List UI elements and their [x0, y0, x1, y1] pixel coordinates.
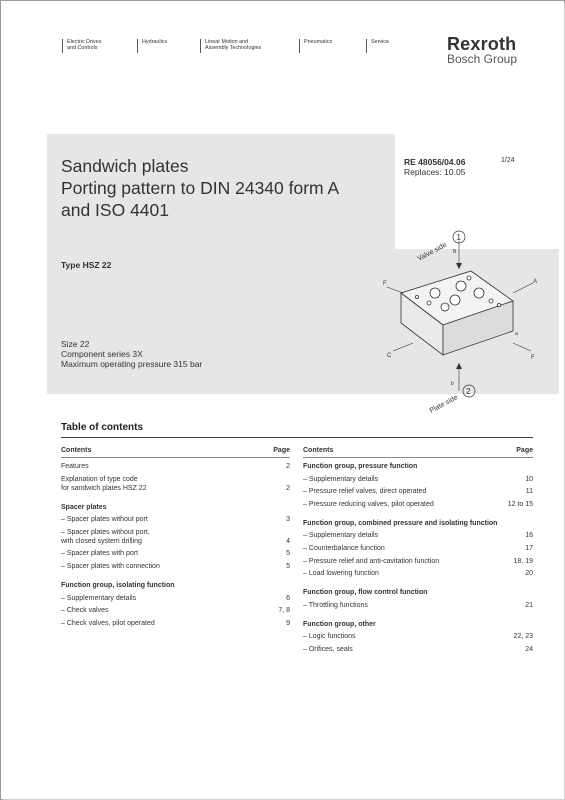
toc-entry	[303, 544, 533, 553]
toc-entry	[303, 601, 533, 610]
valve-side-number: 1	[456, 233, 461, 242]
nav-label: Service	[371, 39, 389, 45]
title-line: Porting pattern to DIN 24340 form A	[61, 178, 340, 198]
toc-entry-label: – Throttling functions	[303, 601, 368, 609]
toc-entry-label: – Supplementary details	[303, 532, 379, 540]
toc-entry	[303, 531, 533, 540]
spec-series: Component series 3X	[61, 349, 143, 359]
page-number: 1/24	[501, 157, 515, 164]
label-a: A	[533, 279, 538, 285]
toc-entry-page: 24	[525, 645, 533, 653]
toc-entry-label: Function group, pressure function	[303, 463, 418, 470]
toc-entry-page: 22, 23	[513, 633, 533, 641]
toc-entry-label: – Supplementary details	[61, 594, 137, 602]
toc-header	[61, 446, 290, 458]
toc-heading: Table of contents	[61, 422, 144, 433]
toc-entry	[61, 462, 290, 471]
toc-entry-page: 17	[525, 544, 533, 552]
valve-side-label: Valve side	[416, 241, 449, 263]
type-label: Type HSZ 22	[61, 260, 112, 270]
toc-entry-label: Spacer plates	[61, 503, 107, 511]
toc-entry	[61, 549, 290, 558]
nav-hydraulics	[137, 39, 167, 53]
toc-entry	[303, 645, 533, 654]
toc-entry-page: 11	[525, 488, 533, 496]
nav-service	[366, 39, 389, 53]
toc-entry-label: – Spacer plates with port	[61, 550, 139, 558]
toc-entry-page: 9	[286, 619, 290, 627]
label-c: C	[387, 353, 392, 359]
toc-entry-label: – Pressure reducing valves, pilot operated	[303, 500, 434, 508]
label-f-left: F	[383, 281, 387, 287]
toc-entry-page: 10	[525, 475, 533, 483]
toc-column-left	[61, 446, 290, 628]
label-b-top: B	[453, 249, 457, 255]
toc-col-contents: Contents	[61, 447, 92, 454]
toc-group-heading	[303, 620, 533, 629]
toc-entry	[303, 557, 533, 566]
label-f-right: F	[531, 355, 535, 361]
toc-entry-page: 2	[286, 463, 290, 470]
nav-electric-drives	[62, 39, 101, 53]
ref-number: RE 48056/04.06	[404, 157, 466, 167]
toc-column-right	[303, 446, 533, 654]
spec-list	[61, 339, 202, 369]
nav-label: Linear Motion and Assembly Technologies	[205, 39, 262, 52]
toc-entry-page: 5	[286, 562, 290, 570]
toc-entry	[303, 475, 533, 484]
toc-entry-page: 4	[286, 537, 290, 545]
toc-entry	[303, 632, 533, 641]
toc-entry-page: 21	[525, 601, 533, 609]
toc-col-page: Page	[516, 447, 533, 454]
sandwich-plate-illustration	[373, 223, 553, 419]
toc-entry	[61, 606, 290, 615]
toc-header	[303, 446, 533, 458]
nav-pneumatics	[299, 39, 332, 53]
label-a-small: a	[515, 331, 518, 337]
toc-entry-page: 18, 19	[513, 557, 533, 565]
toc-entry	[303, 500, 533, 509]
toc-entry-label: Function group, combined pressure and isolating function	[303, 519, 498, 527]
toc-entry-label: – Spacer plates with connection	[61, 562, 160, 570]
toc-entry-page: 6	[286, 594, 290, 602]
toc-group-heading	[303, 588, 533, 597]
toc-entry-label: Features	[61, 463, 89, 470]
toc-entry	[61, 619, 290, 628]
toc-entry-page: 20	[525, 570, 533, 578]
toc-entry	[303, 487, 533, 496]
toc-group-heading	[303, 519, 533, 528]
toc-entry-page: 7, 8	[278, 607, 290, 615]
toc-entry	[61, 528, 290, 546]
toc-group-heading	[61, 581, 290, 590]
toc-entry	[61, 475, 290, 493]
plate-side-label: Plate side	[428, 394, 460, 415]
label-b-bottom: b	[451, 381, 454, 387]
toc-group-heading	[61, 503, 290, 512]
plate-side-number: 2	[466, 387, 471, 396]
toc-entry-label: – Orifices, seals	[303, 645, 353, 653]
nav-label: Pneumatics	[304, 39, 333, 45]
toc-col-contents: Contents	[303, 447, 334, 454]
toc-entry-label: – Pressure relief and anti-cavitation function	[303, 557, 440, 565]
toc-entry-label: – Check valves, pilot operated	[61, 619, 155, 627]
ref-replaces: Replaces: 10.05	[404, 167, 466, 177]
toc-entry-label: – Spacer plates without port, with closed system drilling	[61, 528, 150, 545]
document-reference	[404, 157, 465, 177]
toc-entry-label: – Supplementary details	[303, 475, 379, 483]
brand-sub: Bosch Group	[446, 52, 517, 66]
toc-entry-label: Function group, other	[303, 620, 376, 628]
nav-linear-motion	[200, 39, 261, 53]
nav-label: Hydraulics	[142, 39, 168, 45]
toc-entry-page: 2	[286, 484, 290, 492]
brand-name: Rexroth	[446, 34, 517, 54]
toc-rule	[61, 437, 533, 438]
toc-entry-label: – Logic functions	[303, 633, 356, 641]
title-line: Sandwich plates	[61, 156, 189, 176]
toc-entry	[61, 594, 290, 603]
toc-entry-page: 3	[286, 516, 290, 524]
toc-entry-label: – Check valves	[61, 607, 109, 615]
toc-entry	[303, 569, 533, 578]
toc-entry-page: 16	[525, 532, 533, 540]
toc-entry-page: 5	[286, 550, 290, 558]
toc-group-heading	[303, 462, 533, 471]
page-title	[61, 155, 339, 221]
spec-size: Size 22	[61, 339, 90, 349]
toc-col-page: Page	[273, 447, 290, 454]
toc-entry-label: Function group, isolating function	[61, 581, 175, 589]
toc-entry-page: 12 to 15	[507, 500, 533, 508]
toc-entry	[61, 562, 290, 571]
toc-entry-label: – Counterbalance function	[303, 544, 385, 552]
title-line: and ISO 4401	[61, 200, 169, 220]
toc-entry-label: Explanation of type code for sandwich plates HSZ 22	[61, 475, 147, 492]
toc-entry-label: – Spacer plates without port	[61, 516, 148, 524]
toc-entry-label: Function group, flow control function	[303, 589, 428, 597]
toc-entry-label: – Load lowering function	[303, 570, 379, 578]
toc-entry	[61, 515, 290, 524]
brand-logo	[447, 35, 517, 65]
toc-entry-label: – Pressure relief valves, direct operated	[303, 488, 427, 496]
nav-label: Electric Drives and Controls	[67, 39, 102, 52]
spec-pressure: Maximum operating pressure 315 bar	[61, 359, 203, 369]
